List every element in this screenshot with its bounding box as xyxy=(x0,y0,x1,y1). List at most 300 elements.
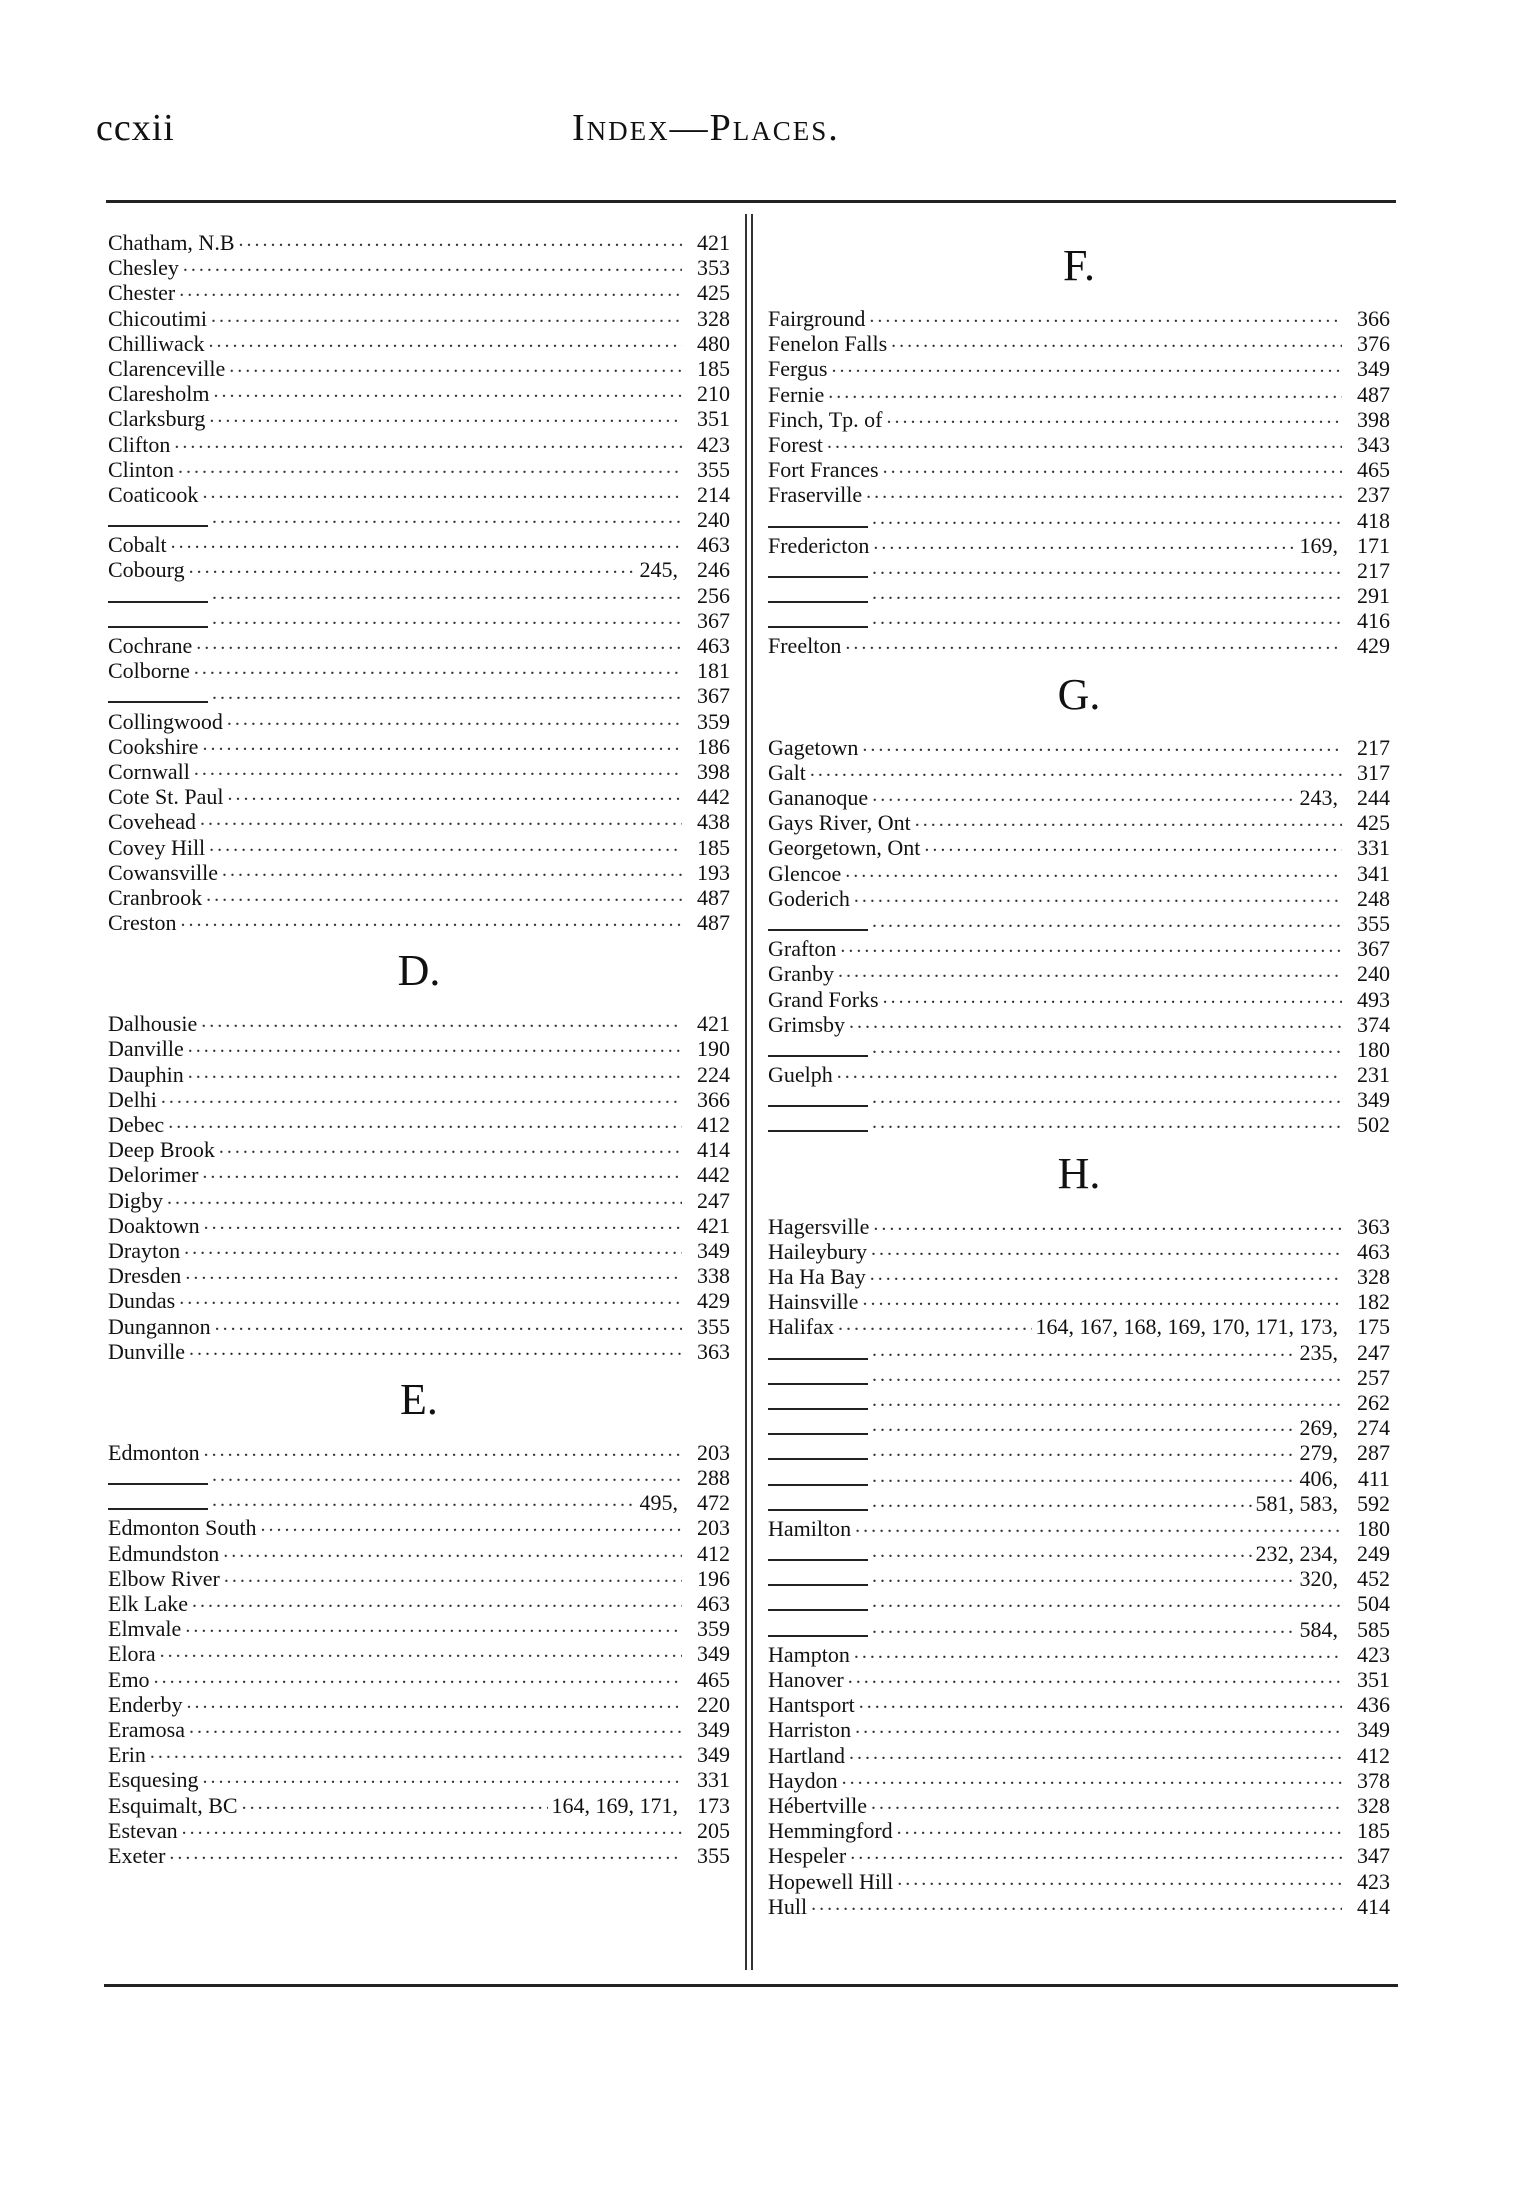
index-entry xyxy=(108,1438,730,1463)
index-entry xyxy=(108,606,730,631)
dot-leader xyxy=(845,859,1342,881)
page-ref: 487 xyxy=(697,910,730,936)
page-ref: 592 xyxy=(1357,1490,1390,1516)
dot-leader xyxy=(209,833,682,855)
index-entry xyxy=(768,1615,1390,1640)
place-name: Covehead xyxy=(108,809,196,835)
section-heading: H. xyxy=(1057,1148,1101,1198)
dot-leader xyxy=(154,1665,682,1687)
dot-leader xyxy=(872,1464,1296,1486)
dot-leader xyxy=(848,1665,1342,1687)
dot-leader xyxy=(862,1287,1342,1309)
section-heading: D. xyxy=(397,946,441,996)
index-column-left xyxy=(108,228,730,1866)
index-entry xyxy=(768,1690,1390,1718)
dot-leader xyxy=(242,1791,548,1813)
page-ref: 366 xyxy=(1357,306,1390,331)
dot-leader xyxy=(183,253,682,275)
dot-leader xyxy=(872,1110,1342,1132)
page-ref: 317 xyxy=(1357,759,1390,785)
index-entry xyxy=(768,1363,1390,1388)
additional-pages: 584, xyxy=(1299,1616,1338,1642)
index-entry xyxy=(768,833,1390,861)
index-entry xyxy=(768,1035,1390,1060)
ditto-dash xyxy=(108,525,208,527)
ditto-dash xyxy=(768,526,868,528)
additional-pages: 169, xyxy=(1299,532,1338,558)
index-entry xyxy=(768,480,1390,508)
index-entry xyxy=(768,430,1390,455)
dot-leader xyxy=(872,1035,1342,1057)
place-name: Elmvale xyxy=(108,1616,182,1642)
dot-leader xyxy=(886,405,1342,427)
page-ref: 287 xyxy=(1357,1440,1390,1466)
index-entry xyxy=(108,757,730,782)
dot-leader xyxy=(871,1237,1342,1259)
index-entry xyxy=(768,1438,1390,1466)
page-ref: 355 xyxy=(1357,910,1390,936)
section-heading: E. xyxy=(400,1374,438,1424)
index-entry xyxy=(768,455,1390,483)
page-ref: 351 xyxy=(697,406,730,432)
page-ref: 349 xyxy=(1357,356,1390,382)
page-ref: 355 xyxy=(697,1842,730,1868)
page-ref: 240 xyxy=(697,507,730,533)
place-name: Drayton xyxy=(108,1237,181,1263)
dot-leader xyxy=(219,1135,682,1157)
dot-leader xyxy=(194,757,682,779)
index-entry xyxy=(108,455,730,480)
place-name: Exeter xyxy=(108,1842,166,1868)
ditto-dash xyxy=(768,1433,868,1435)
place-name: Hopewell Hill xyxy=(768,1868,894,1894)
dot-leader xyxy=(872,1363,1342,1385)
dot-leader xyxy=(854,884,1342,906)
dot-leader xyxy=(227,707,682,729)
index-entry xyxy=(108,1160,730,1188)
index-entry xyxy=(108,807,730,835)
page-ref: 196 xyxy=(697,1565,730,1591)
index-entry xyxy=(768,380,1390,405)
dot-leader xyxy=(150,1740,682,1762)
dot-leader xyxy=(828,380,1342,402)
dot-leader xyxy=(869,304,1342,326)
page-ref: 193 xyxy=(697,859,730,885)
page-ref: 343 xyxy=(1357,431,1390,457)
page-ref: 237 xyxy=(1357,482,1390,508)
dot-leader xyxy=(189,1715,682,1737)
index-entry xyxy=(108,1614,730,1642)
index-entry xyxy=(108,530,730,558)
place-name: Esquimalt, BC xyxy=(108,1792,238,1818)
index-entry xyxy=(768,506,1390,531)
dot-leader xyxy=(188,1034,682,1056)
page-ref: 224 xyxy=(697,1061,730,1087)
place-name: Hamilton xyxy=(768,1515,852,1541)
dot-leader xyxy=(891,329,1342,351)
index-entry xyxy=(108,379,730,407)
place-name: Hespeler xyxy=(768,1843,847,1869)
ditto-dash xyxy=(108,601,208,603)
dot-leader xyxy=(212,606,682,628)
index-entry xyxy=(768,1489,1390,1514)
place-name: Edmundston xyxy=(108,1540,220,1566)
dot-leader xyxy=(223,1539,682,1561)
dot-leader xyxy=(872,1539,1252,1561)
page-ref: 363 xyxy=(697,1338,730,1364)
index-entry xyxy=(108,430,730,455)
index-entry xyxy=(108,1715,730,1740)
place-name: Hantsport xyxy=(768,1692,855,1718)
index-entry xyxy=(108,1286,730,1314)
page-ref: 173 xyxy=(697,1792,730,1818)
page-ref: 171 xyxy=(1357,532,1390,558)
dot-leader xyxy=(182,1816,682,1838)
place-name: Freelton xyxy=(768,633,842,659)
index-entry xyxy=(768,1464,1390,1489)
index-entry xyxy=(108,1639,730,1667)
additional-pages: 235, xyxy=(1299,1339,1338,1365)
page-ref: 180 xyxy=(1357,1036,1390,1062)
dot-leader xyxy=(212,681,682,703)
place-name: Elora xyxy=(108,1641,156,1667)
page-ref: 203 xyxy=(697,1439,730,1465)
page-ref: 442 xyxy=(697,1162,730,1188)
page-ref: 429 xyxy=(1357,633,1390,659)
index-entry xyxy=(108,1665,730,1690)
dot-leader xyxy=(832,354,1343,376)
dot-leader xyxy=(202,480,682,502)
place-name: Elbow River xyxy=(108,1565,220,1591)
dot-leader xyxy=(859,1690,1342,1712)
place-name: Esquesing xyxy=(108,1767,199,1793)
index-entry xyxy=(768,884,1390,909)
dot-leader xyxy=(811,1892,1342,1914)
page-ref: 181 xyxy=(697,658,730,684)
page-ref: 349 xyxy=(697,1716,730,1742)
dot-leader xyxy=(185,1261,682,1283)
place-name: Georgetown, Ont xyxy=(768,835,921,861)
ditto-dash xyxy=(768,1105,868,1107)
index-entry xyxy=(108,304,730,329)
index-entry xyxy=(768,1338,1390,1363)
additional-pages: 279, xyxy=(1299,1440,1338,1466)
place-name: Delhi xyxy=(108,1086,157,1112)
page-ref: 341 xyxy=(1357,860,1390,886)
place-name: Covey Hill xyxy=(108,834,206,860)
place-name: Glencoe xyxy=(768,860,842,886)
page-ref: 378 xyxy=(1357,1767,1390,1793)
page-ref: 262 xyxy=(1357,1389,1390,1415)
page-ref: 205 xyxy=(697,1817,730,1843)
index-entry xyxy=(108,1816,730,1841)
dot-leader xyxy=(883,455,1342,477)
place-name: Clinton xyxy=(108,456,175,482)
page-ref: 421 xyxy=(697,1212,730,1238)
index-entry xyxy=(108,1009,730,1037)
page-ref: 418 xyxy=(1357,507,1390,533)
index-entry xyxy=(108,1589,730,1614)
page-ref: 367 xyxy=(697,607,730,633)
dot-leader xyxy=(189,1337,682,1359)
page-ref: 423 xyxy=(697,431,730,457)
dot-leader xyxy=(168,1110,682,1132)
page-ref: 463 xyxy=(697,532,730,558)
column-divider xyxy=(745,214,747,1970)
index-entry xyxy=(108,278,730,306)
index-entry xyxy=(768,859,1390,884)
place-name: Cobourg xyxy=(108,557,185,583)
place-name: Cranbrook xyxy=(108,884,203,910)
place-name: Finch, Tp. of xyxy=(768,406,883,432)
dot-leader xyxy=(842,1766,1342,1788)
place-name: Doaktown xyxy=(108,1212,200,1238)
page-ref: 175 xyxy=(1357,1314,1390,1340)
dot-leader xyxy=(215,1312,682,1334)
page-ref: 442 xyxy=(697,784,730,810)
dot-leader xyxy=(873,531,1295,553)
page-ref: 366 xyxy=(697,1086,730,1112)
page-ref: 487 xyxy=(1357,381,1390,407)
index-entry xyxy=(108,1135,730,1163)
index-entry xyxy=(108,1488,730,1516)
page-ref: 414 xyxy=(1357,1893,1390,1919)
ditto-dash xyxy=(108,1483,208,1485)
place-name: Hemmingford xyxy=(768,1818,893,1844)
page-ref: 331 xyxy=(697,1767,730,1793)
page-ref: 186 xyxy=(697,733,730,759)
place-name: Estevan xyxy=(108,1817,178,1843)
ditto-dash xyxy=(768,1458,868,1460)
page-ref: 274 xyxy=(1357,1415,1390,1441)
index-entry xyxy=(768,1841,1390,1869)
page-ref: 585 xyxy=(1357,1616,1390,1642)
index-entry xyxy=(768,1816,1390,1844)
ditto-dash xyxy=(768,1055,868,1057)
index-entry xyxy=(108,883,730,908)
dot-leader xyxy=(192,1589,682,1611)
place-name: Collingwood xyxy=(108,708,223,734)
index-entry xyxy=(108,480,730,505)
index-entry xyxy=(768,1262,1390,1287)
page-ref: 438 xyxy=(697,809,730,835)
place-name: Debec xyxy=(108,1112,165,1137)
index-entry xyxy=(108,1513,730,1541)
dot-leader xyxy=(228,782,682,804)
place-name: Haydon xyxy=(768,1767,838,1793)
dot-leader xyxy=(897,1816,1342,1838)
ditto-dash xyxy=(108,701,208,703)
dot-leader xyxy=(840,934,1342,956)
page-ref: 411 xyxy=(1357,1465,1390,1491)
place-name: Erin xyxy=(108,1742,146,1768)
page-ref: 349 xyxy=(1357,1717,1390,1743)
page-ref: 429 xyxy=(697,1288,730,1314)
page-ref: 425 xyxy=(697,280,730,306)
page-ref: 367 xyxy=(1357,936,1390,962)
section-heading: G. xyxy=(1057,669,1101,719)
index-entry xyxy=(768,1640,1390,1665)
dot-leader xyxy=(870,1262,1342,1284)
place-name: Fort Frances xyxy=(768,457,879,483)
page-ref: 504 xyxy=(1357,1591,1390,1617)
index-entry xyxy=(768,1539,1390,1567)
place-name: Clarksburg xyxy=(108,406,206,432)
index-entry xyxy=(108,1337,730,1362)
dot-leader xyxy=(185,1614,682,1636)
page-ref: 463 xyxy=(1357,1238,1390,1264)
page-ref: 244 xyxy=(1357,785,1390,810)
dot-leader xyxy=(872,1564,1296,1586)
page-ref: 374 xyxy=(1357,1011,1390,1037)
index-entry xyxy=(768,1287,1390,1315)
place-name: Claresholm xyxy=(108,381,210,407)
place-name: Danville xyxy=(108,1036,184,1062)
dot-leader xyxy=(188,1060,682,1082)
page-ref: 423 xyxy=(1357,1868,1390,1894)
dot-leader xyxy=(202,1765,682,1787)
index-entry xyxy=(768,329,1390,357)
dot-leader xyxy=(872,909,1342,931)
index-entry xyxy=(768,354,1390,382)
index-entry xyxy=(108,1261,730,1289)
place-name: Cochrane xyxy=(108,633,193,658)
page-ref: 452 xyxy=(1357,1566,1390,1592)
dot-leader xyxy=(872,556,1342,578)
index-entry xyxy=(108,404,730,432)
page-ref: 463 xyxy=(697,1591,730,1616)
ditto-dash xyxy=(768,1358,868,1360)
index-entry xyxy=(768,959,1390,987)
place-name: Hébertville xyxy=(768,1792,867,1818)
dot-leader xyxy=(202,1160,682,1182)
index-entry xyxy=(768,1212,1390,1237)
dot-leader xyxy=(206,883,682,905)
index-entry xyxy=(108,1740,730,1768)
place-name: Halifax xyxy=(768,1314,834,1340)
dot-leader xyxy=(915,808,1342,830)
page-ref: 502 xyxy=(1357,1112,1390,1138)
page-ref: 355 xyxy=(697,1313,730,1339)
ditto-dash xyxy=(768,1584,868,1586)
additional-pages: 232, 234, xyxy=(1255,1541,1338,1567)
dot-leader xyxy=(212,1463,682,1485)
additional-pages: 245, xyxy=(639,557,678,583)
place-name: Hull xyxy=(768,1893,808,1919)
index-entry xyxy=(108,1211,730,1236)
index-entry xyxy=(768,733,1390,758)
place-name: Gagetown xyxy=(768,734,859,760)
index-entry xyxy=(108,631,730,656)
dot-leader xyxy=(872,506,1342,528)
index-entry xyxy=(768,1715,1390,1743)
index-entry xyxy=(108,1060,730,1085)
dot-leader xyxy=(180,908,682,930)
page-ref: 288 xyxy=(697,1465,730,1491)
page-ref: 359 xyxy=(697,1616,730,1642)
ditto-dash xyxy=(768,1383,868,1385)
place-name: Gays River, Ont xyxy=(768,810,911,836)
index-entry xyxy=(768,1237,1390,1262)
index-entry xyxy=(108,707,730,732)
place-name: Grand Forks xyxy=(768,986,879,1012)
page-ref: 421 xyxy=(697,230,730,255)
ditto-dash xyxy=(768,1130,868,1132)
page-ref: 425 xyxy=(1357,810,1390,836)
page-ref: 349 xyxy=(697,1742,730,1768)
index-entry xyxy=(768,1791,1390,1816)
dot-leader xyxy=(204,1438,682,1460)
place-name: Goderich xyxy=(768,885,850,911)
index-entry xyxy=(768,631,1390,659)
place-name: Dalhousie xyxy=(108,1011,198,1037)
page-ref: 351 xyxy=(1357,1667,1390,1692)
ditto-dash xyxy=(108,626,208,628)
dot-leader xyxy=(160,1639,682,1661)
place-name: Digby xyxy=(108,1187,163,1213)
index-entry xyxy=(768,783,1390,808)
index-entry xyxy=(768,909,1390,934)
page-ref: 367 xyxy=(697,683,730,709)
place-name: Gananoque xyxy=(768,785,869,810)
dot-leader xyxy=(179,278,682,300)
dot-leader xyxy=(229,354,682,376)
dot-leader xyxy=(239,228,683,250)
additional-pages: 243, xyxy=(1299,785,1338,810)
place-name: Forest xyxy=(768,431,823,457)
page-ref: 247 xyxy=(1357,1339,1390,1365)
page-ref: 347 xyxy=(1357,1843,1390,1869)
dot-leader xyxy=(211,304,682,326)
page-ref: 363 xyxy=(1357,1213,1390,1239)
index-entry xyxy=(768,606,1390,634)
dot-leader xyxy=(849,1741,1342,1763)
place-name: Granby xyxy=(768,961,834,987)
place-name: Clarenceville xyxy=(108,355,226,381)
dot-leader xyxy=(202,732,682,754)
page-ref: 182 xyxy=(1357,1289,1390,1315)
ditto-dash xyxy=(768,1408,868,1410)
dot-leader xyxy=(200,807,682,829)
additional-pages: 495, xyxy=(639,1490,678,1516)
dot-leader xyxy=(184,1236,682,1258)
dot-leader xyxy=(872,1589,1342,1611)
header-rule xyxy=(106,200,1396,203)
dot-leader xyxy=(213,379,682,401)
page-ref: 463 xyxy=(697,633,730,658)
index-entry xyxy=(108,1539,730,1564)
column-divider xyxy=(751,214,753,1970)
page-ref: 291 xyxy=(1357,583,1390,609)
page-ref: 436 xyxy=(1357,1692,1390,1718)
page-ref: 376 xyxy=(1357,331,1390,357)
ditto-dash xyxy=(768,1635,868,1637)
additional-pages: 164, 167, 168, 169, 170, 171, 173, xyxy=(1035,1314,1338,1340)
footer-rule xyxy=(104,1984,1398,1987)
place-name: Deep Brook xyxy=(108,1137,215,1163)
page-ref: 353 xyxy=(697,255,730,281)
additional-pages: 581, 583, xyxy=(1255,1490,1338,1516)
index-entry xyxy=(108,228,730,253)
additional-pages: 320, xyxy=(1299,1566,1338,1592)
dot-leader xyxy=(212,581,682,603)
dot-leader xyxy=(855,1715,1342,1737)
dot-leader xyxy=(204,1211,682,1233)
index-entry xyxy=(108,1034,730,1062)
ditto-dash xyxy=(768,1509,868,1511)
index-entry xyxy=(768,985,1390,1010)
ditto-dash xyxy=(768,1484,868,1486)
